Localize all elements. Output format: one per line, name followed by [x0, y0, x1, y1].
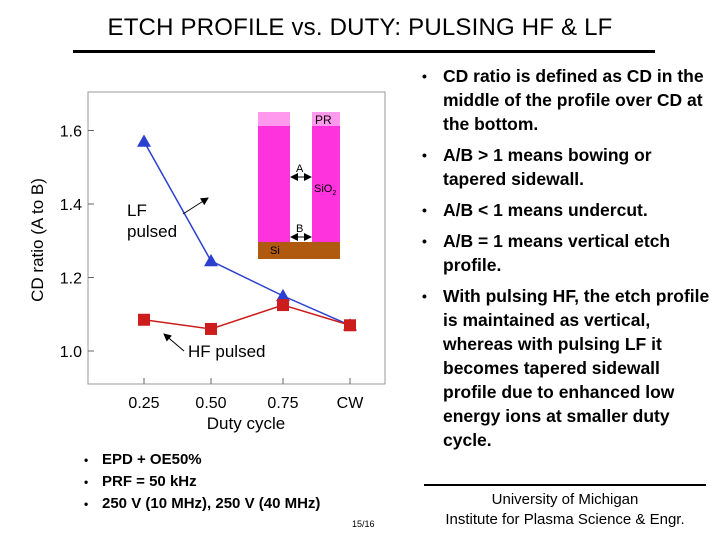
footer-rule: [424, 484, 706, 486]
footer-line-university: University of Michigan: [491, 491, 639, 508]
hf-pulsed-point: [138, 314, 150, 326]
inset-label-b: B: [296, 223, 304, 235]
bullet-cd-ratio-definition: • CD ratio is defined as CD in the middle of the profile over CD at the bottom.: [420, 64, 712, 136]
lf-pulsed-annotation: [127, 201, 177, 241]
explanation-bullets: [420, 64, 712, 459]
condition-epd: • EPD + OE50%: [82, 449, 402, 471]
bullet-undercut: • A/B < 1 means undercut.: [420, 198, 712, 222]
hf-pulsed-line: [144, 305, 350, 329]
process-conditions: [82, 449, 402, 515]
y-tick-label: 1.6: [59, 123, 82, 141]
hf-annotation-arrow: [164, 334, 184, 351]
lf-annotation-line-1: LF: [127, 201, 147, 220]
condition-prf: • PRF = 50 kHz: [82, 471, 402, 493]
inset-label-sio2: SiO$_2$: [314, 183, 337, 197]
lf-pulsed-point: [137, 135, 151, 147]
inset-label-a: A: [296, 163, 304, 175]
bullet-vertical: • A/B = 1 means vertical etch profile.: [420, 229, 712, 277]
slide-title: ETCH PROFILE vs. DUTY: PULSING HF & LF: [107, 14, 613, 41]
lf-pulsed-point: [204, 254, 218, 266]
y-tick-label: 1.2: [59, 270, 82, 288]
hf-pulsed-point: [344, 319, 356, 331]
x-tick-label: CW: [336, 395, 364, 412]
y-axis-label: CD ratio (A to B): [28, 178, 47, 302]
lf-annotation-line-2: pulsed: [127, 222, 178, 241]
x-tick-label: 0.25: [128, 395, 160, 412]
bullet-bowing: • A/B > 1 means bowing or tapered sidewall.: [420, 143, 712, 191]
hf-pulsed-annotation: HF pulsed: [188, 342, 266, 361]
bullet-pulsing-conclusion: • With pulsing HF, the etch profile is maintained as vertical, whereas with pulsing LF it becomes tapered sidewall profile due to enhanced low energy ions at smaller duty cycle.: [420, 284, 712, 452]
condition-voltage: • 250 V (10 MHz), 250 V (40 MHz): [82, 493, 402, 515]
x-tick-label: 0.75: [267, 395, 299, 412]
hf-pulsed-point: [277, 299, 289, 311]
footer-affiliation: [412, 490, 718, 530]
y-tick-label: 1.4: [59, 197, 82, 214]
hf-pulsed-point: [205, 323, 217, 335]
page-number: 15/16: [352, 519, 375, 529]
inset-label-si: Si: [270, 245, 280, 257]
footer-line-institute: Institute for Plasma Science & Engr.: [445, 511, 685, 528]
inset-label-pr: PR: [315, 113, 332, 127]
lf-annotation-arrow: [183, 198, 208, 214]
etch-profile-inset: [258, 112, 340, 259]
y-tick-label: 1.0: [59, 344, 82, 361]
x-tick-label: 0.50: [195, 395, 227, 412]
x-axis-label: Duty cycle: [206, 414, 286, 433]
